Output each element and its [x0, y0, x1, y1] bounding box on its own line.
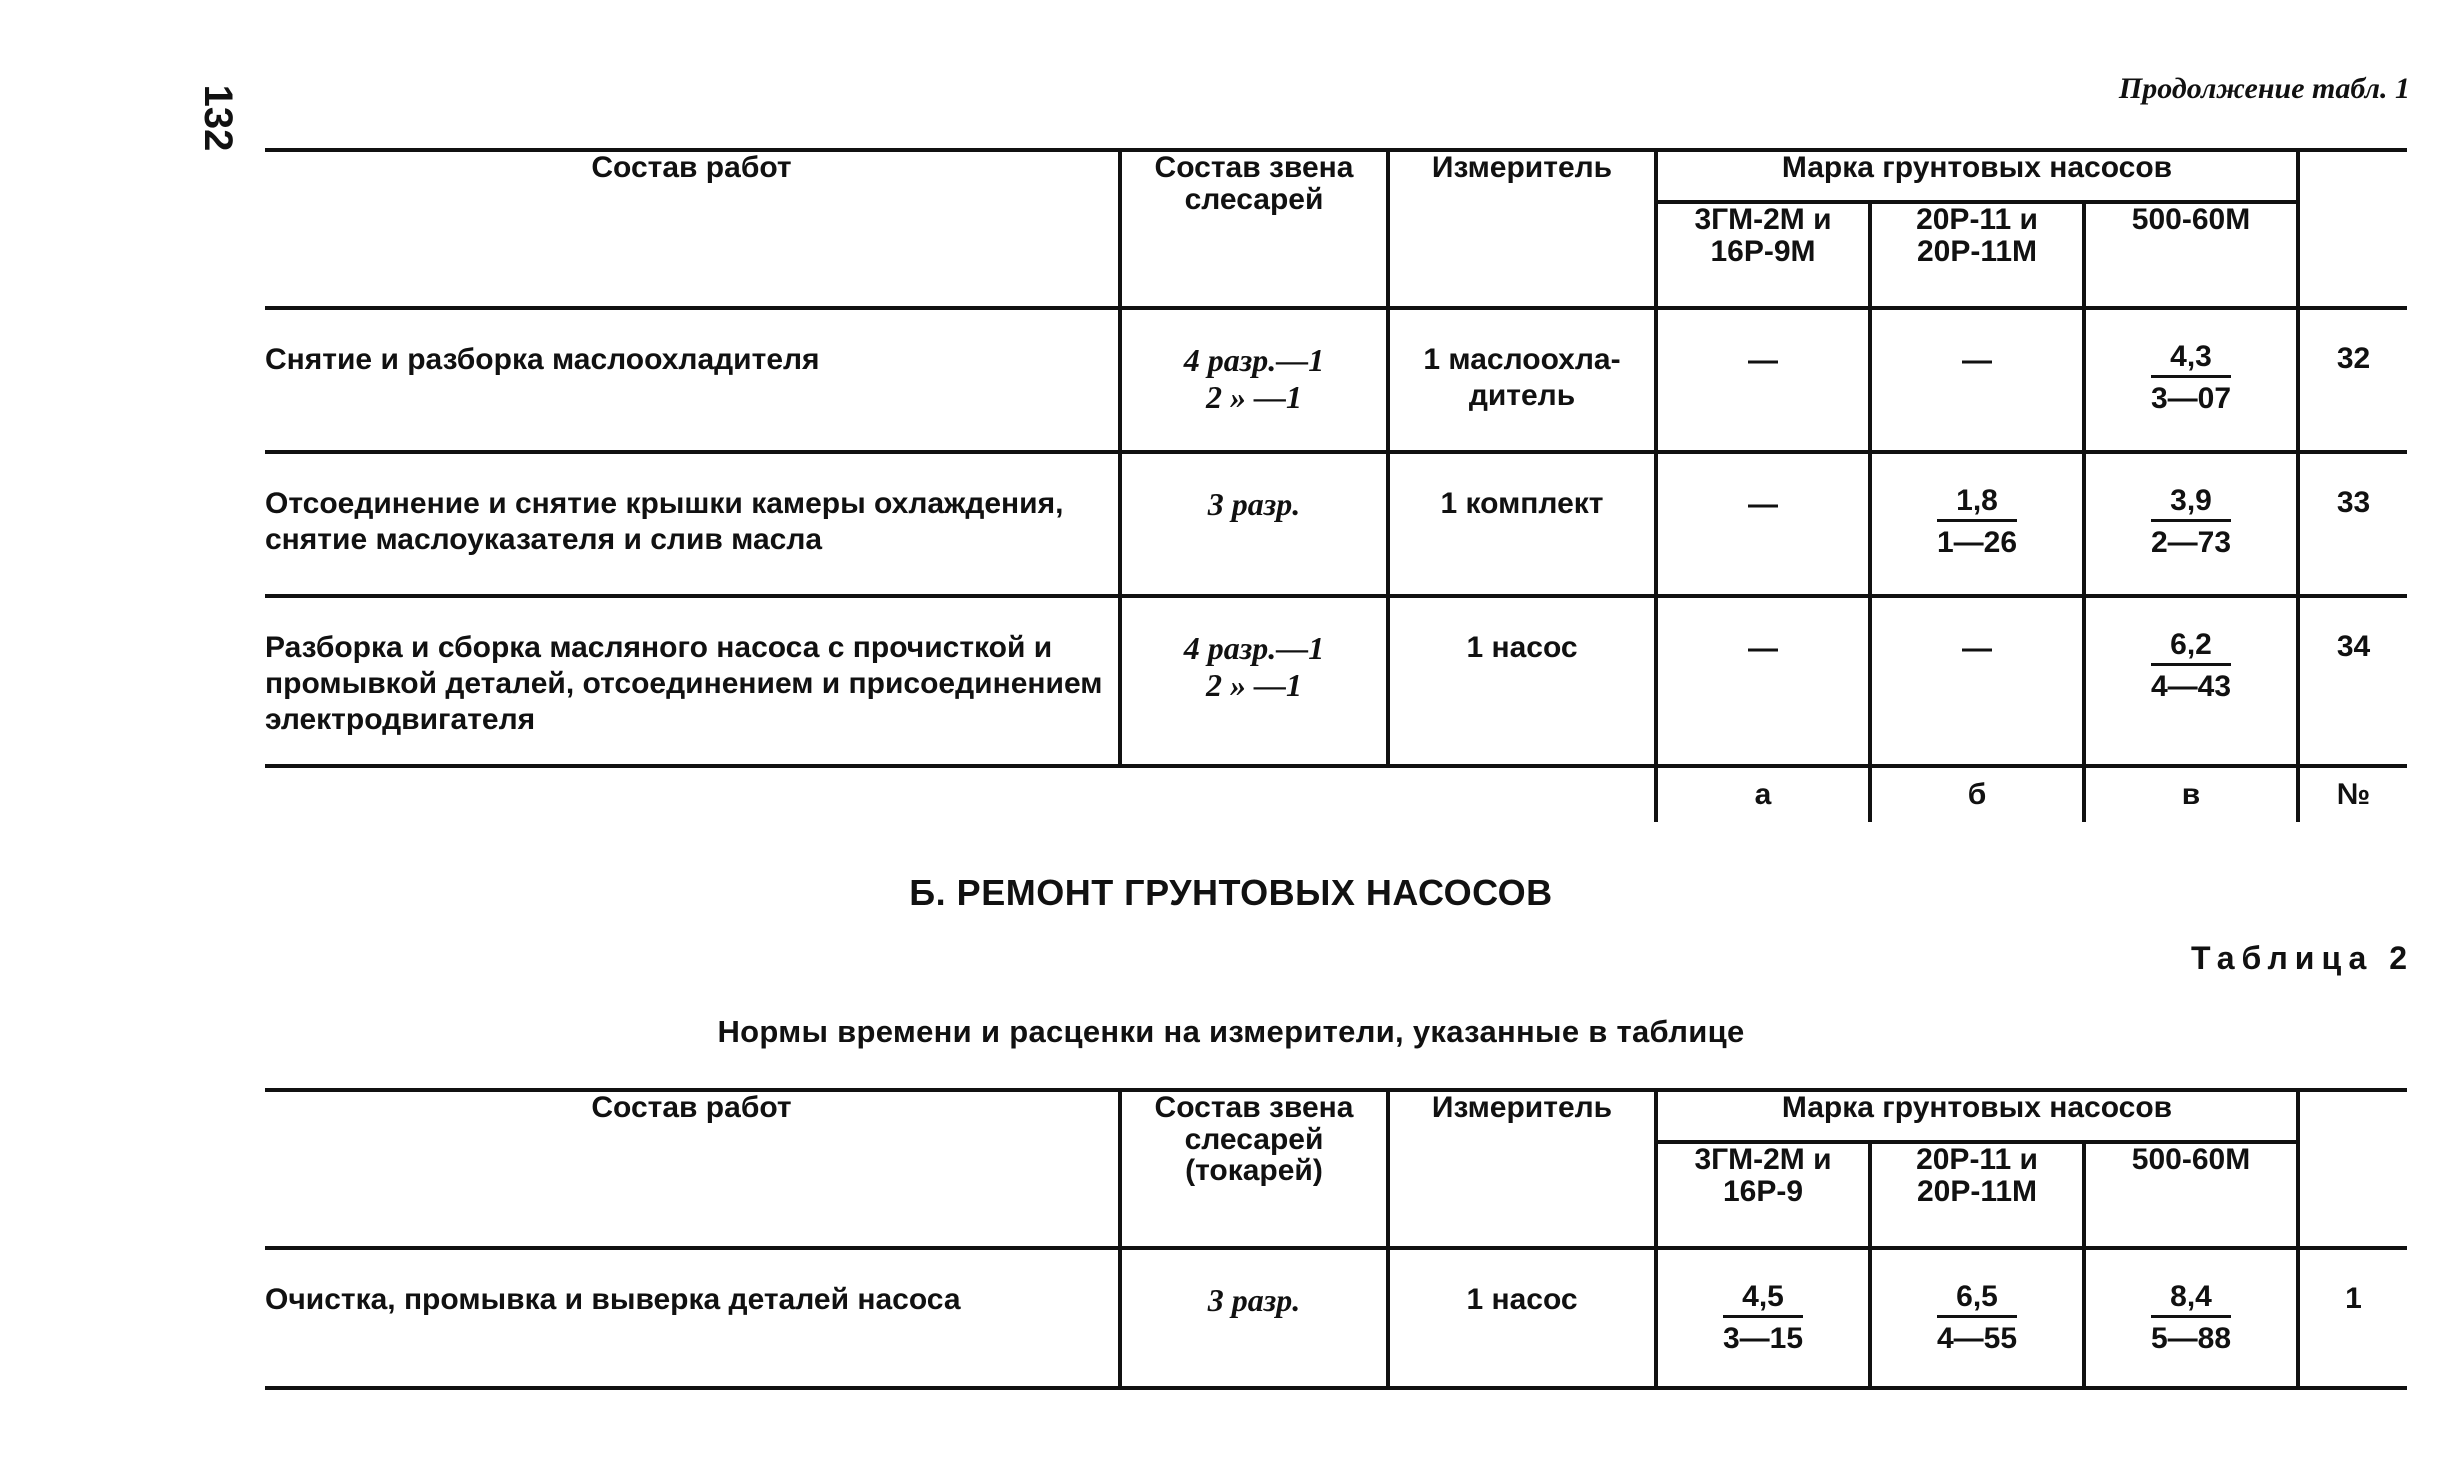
value-col-c: $\frac{6,2}{4—43}$	[2084, 596, 2298, 766]
column-letter-b: б	[1870, 766, 2084, 822]
row-number: 1	[2298, 1248, 2407, 1388]
header-crew: Состав звена слесарей (токарей)	[1120, 1090, 1388, 1248]
table-2-label: Таблица 2	[2190, 940, 2414, 976]
crew-composition: 4 разр.—1 2 » —1	[1120, 308, 1388, 452]
table-1	[265, 148, 2407, 822]
row-number: 34	[2298, 596, 2407, 766]
table-2	[265, 1088, 2407, 1390]
crew-composition: 3 разр.	[1120, 1248, 1388, 1388]
value-col-c: $\frac{4,3}{3—07}$	[2084, 308, 2298, 452]
section-title: Б. РЕМОНТ ГРУНТОВЫХ НАСОСОВ	[909, 872, 1553, 913]
table-row	[265, 308, 2407, 452]
header-col-a: 3ГМ-2М и 16Р-9М	[1656, 202, 1870, 308]
page-number: 132	[196, 84, 241, 152]
measure-unit: 1 насос	[1388, 596, 1656, 766]
value-col-a: —	[1656, 596, 1870, 766]
crew-composition: 3 разр.	[1120, 452, 1388, 596]
row-number: 32	[2298, 308, 2407, 452]
work-description: Разборка и сборка масляного насоса с прочисткой и промывкой деталей, отсоединением и присоединением электродвигателя	[265, 631, 1103, 736]
header-measure: Измеритель	[1388, 1090, 1656, 1248]
value-col-a: —	[1656, 308, 1870, 452]
table-row	[265, 596, 2407, 766]
column-letter-a: а	[1656, 766, 1870, 822]
table-row	[265, 452, 2407, 596]
header-work: Состав работ	[591, 151, 792, 184]
header-pump-group: Марка грунтовых насосов	[1656, 150, 2298, 202]
value-col-b: $\frac{6,5}{4—55}$	[1870, 1248, 2084, 1388]
value-col-c: $\frac{8,4}{5—88}$	[2084, 1248, 2298, 1388]
crew-composition: 4 разр.—1 2 » —1	[1120, 596, 1388, 766]
measure-unit: 1 маслоохла-дитель	[1388, 308, 1656, 452]
table-2-caption: Нормы времени и расценки на измерители, указанные в таблице	[717, 1014, 1745, 1049]
column-letter-row	[265, 766, 2407, 822]
header-crew: Состав звена слесарей	[1120, 150, 1388, 308]
header-col-b: 20Р-11 и 20Р-11М	[1870, 202, 2084, 308]
header-col-c: 500-60М	[2084, 1142, 2298, 1248]
header-number	[2298, 150, 2407, 308]
value-col-c: $\frac{3,9}{2—73}$	[2084, 452, 2298, 596]
value-col-a: $\frac{4,5}{3—15}$	[1656, 1248, 1870, 1388]
column-letter-number: №	[2298, 766, 2407, 822]
header-number	[2298, 1090, 2407, 1248]
header-col-c: 500-60М	[2084, 202, 2298, 308]
measure-unit: 1 комплект	[1388, 452, 1656, 596]
measure-unit: 1 насос	[1388, 1248, 1656, 1388]
column-letter-c: в	[2084, 766, 2298, 822]
work-description: Очистка, промывка и выверка деталей насоса	[265, 1283, 961, 1316]
row-number: 33	[2298, 452, 2407, 596]
value-col-b: —	[1870, 596, 2084, 766]
header-work: Состав работ	[591, 1091, 792, 1124]
table-continuation-label: Продолжение табл. 1	[2118, 72, 2410, 105]
table-row	[265, 1248, 2407, 1388]
value-col-a: —	[1656, 452, 1870, 596]
header-measure: Измеритель	[1388, 150, 1656, 308]
value-col-b: $\frac{1,8}{1—26}$	[1870, 452, 2084, 596]
header-pump-group: Марка грунтовых насосов	[1656, 1090, 2298, 1142]
work-description: Снятие и разборка маслоохладителя	[265, 343, 820, 376]
value-col-b: —	[1870, 308, 2084, 452]
work-description: Отсоединение и снятие крышки камеры охлаждения, снятие маслоуказателя и слив масла	[265, 487, 1064, 556]
header-col-a: 3ГМ-2М и 16Р-9	[1656, 1142, 1870, 1248]
header-col-b: 20Р-11 и 20Р-11М	[1870, 1142, 2084, 1248]
